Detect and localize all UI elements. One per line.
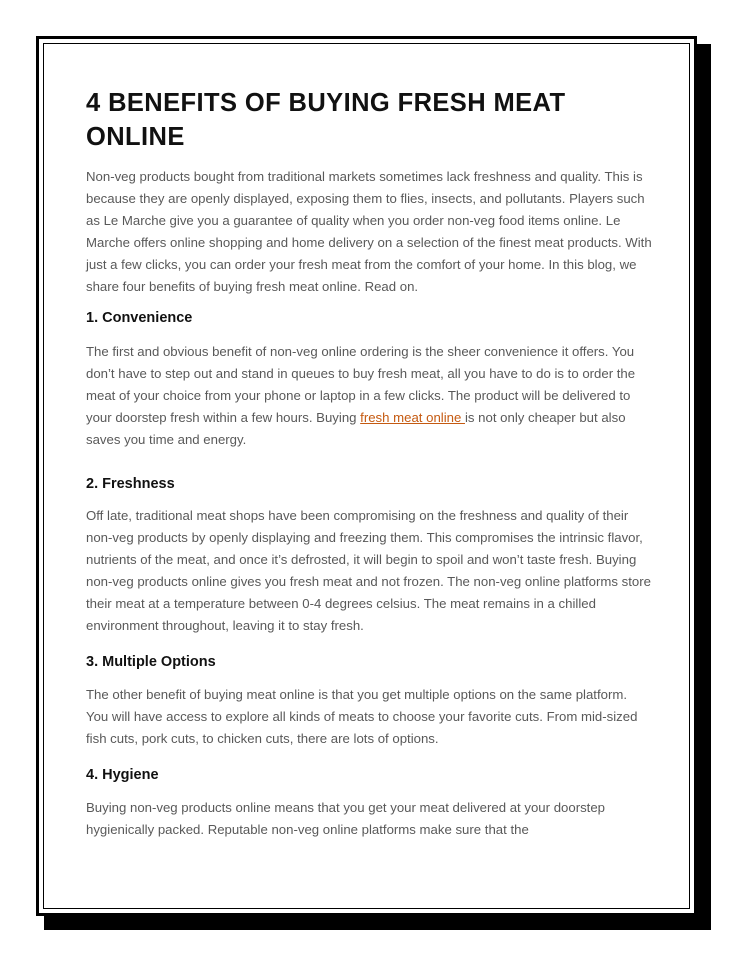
page-title: 4 BENEFITS OF BUYING FRESH MEAT ONLINE [86, 89, 566, 151]
section-heading-hygiene: 4. Hygiene [86, 767, 159, 783]
intro-paragraph: Non-veg products bought from traditional markets sometimes lack freshness and quality. This is because they are openly displayed, exposing them to flies, insects, and pollutants. Players such as Le Marche give you a guarantee of quality when you order non-veg food items online. Le Marche offers online shopping and home delivery on a selection of the finest meat products. With just a few clicks, you can order your fresh meat from the comfort of your home. In this blog, we share four benefits of buying fresh meat online. Read on. [86, 169, 652, 294]
article [86, 86, 652, 841]
section-heading-convenience: 1. Convenience [86, 310, 193, 326]
section-body-hygiene: Buying non-veg products online means that you get your meat delivered at your doorstep hygienically packed. Reputable non-veg online platforms make sure that the [86, 800, 606, 837]
section-heading-freshness: 2. Freshness [86, 476, 175, 492]
section-body-convenience [86, 341, 652, 451]
section-body-freshness: Off late, traditional meat shops have been compromising on the freshness and quality of their non-veg products by openly displaying and freezing them. This compromises the intrinsic flavor, nutrients of the meat, and once it’s defrosted, it will begin to spoil and won’t taste fresh. Buying non-veg products online gives you fresh meat and not frozen. The non-veg online platforms store their meat at a temperature between 0-4 degrees celsius. The meat remains in a chilled environment throughout, leaving it to stay fresh. [86, 508, 651, 633]
section-body-multiple-options: The other benefit of buying meat online is that you get multiple options on the same platform. You will have access to explore all kinds of meats to choose your favorite cuts. From mid-sized fish cuts, pork cuts, to chicken cuts, there are lots of options. [86, 687, 638, 746]
section-heading-multiple-options: 3. Multiple Options [86, 654, 216, 670]
convenience-text-before-link: The first and obvious benefit of non-veg online ordering is the sheer convenience it offers. You don’t have to step out and stand in queues to buy fresh meat, all you have to do is to order the meat of your choice from your phone or laptop in a few clicks. The product will be delivered to your doorstep fresh within a few hours. Buying [86, 344, 636, 425]
convenience-text-after-link: is not only cheaper but also saves you time and energy. [86, 410, 626, 447]
fresh-meat-online-link[interactable]: fresh meat online [360, 410, 465, 425]
